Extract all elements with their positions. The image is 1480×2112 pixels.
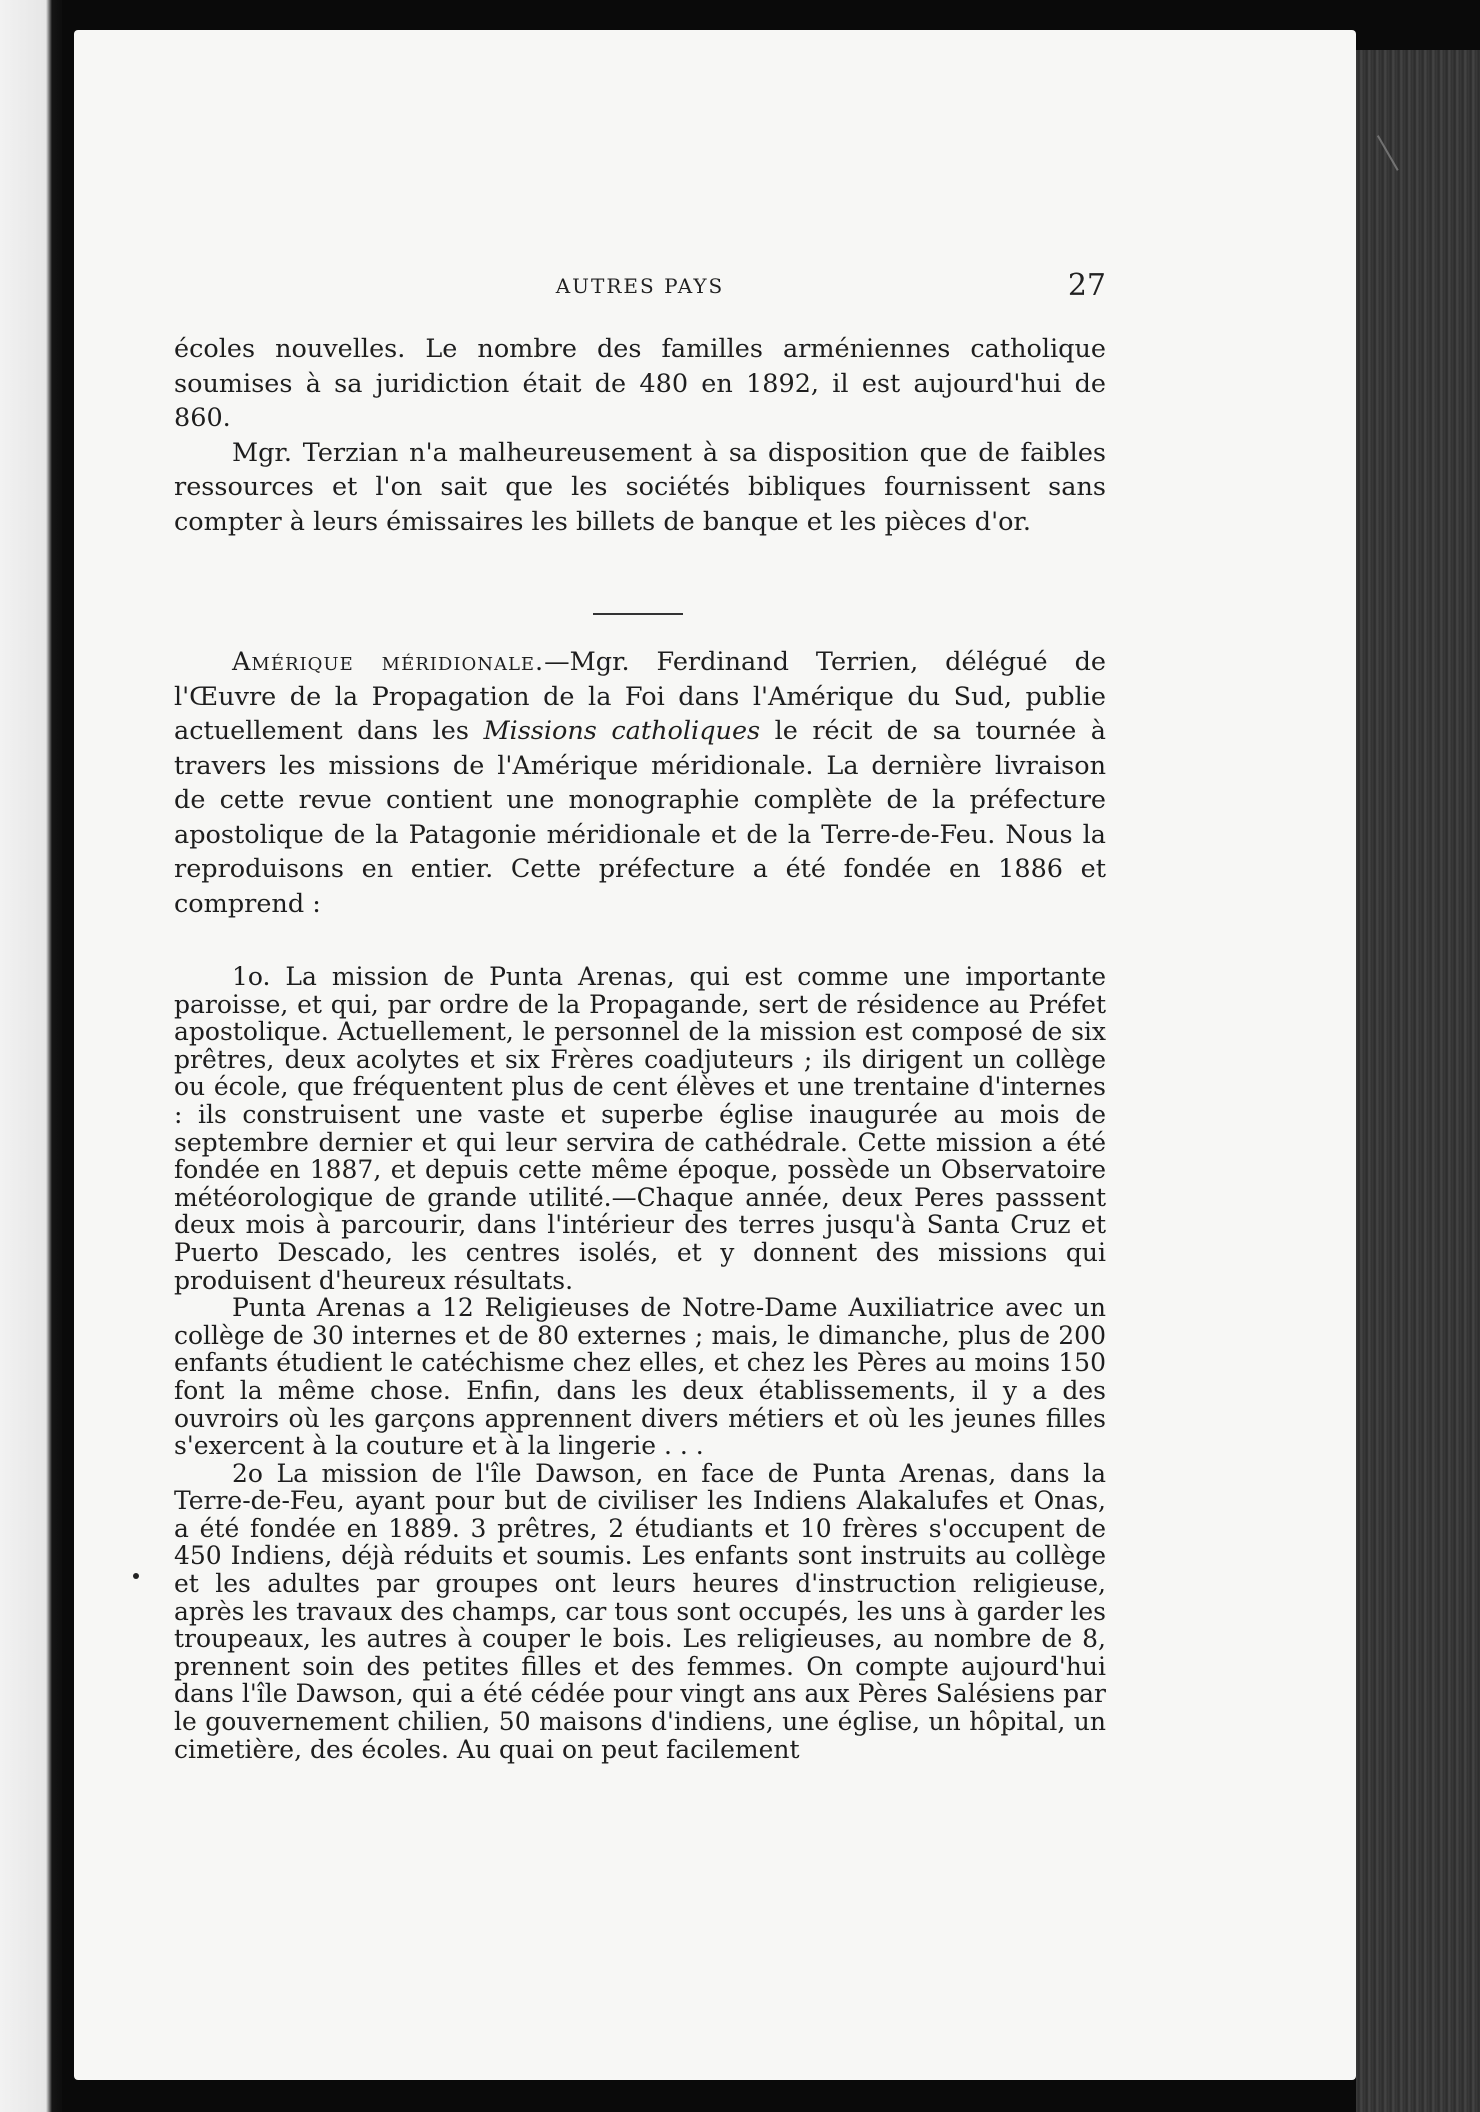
journal-title: Missions catholiques — [483, 716, 761, 746]
paragraph-3-text-b: le récit de sa tournée à travers les missions de l'Amérique méridionale. La dernière livraison de cette revue contient une monographie complète de la préfecture apostolique de la Patagonie méridionale et de la Terre-de-Feu. Nous la reproduisons en entier. Cette préfecture a été fondée en 1886 et comprend : — [174, 716, 1106, 919]
paragraph-3 — [174, 645, 1106, 921]
book-page-stack — [1356, 50, 1480, 2112]
page-number: 27 — [1067, 268, 1106, 303]
paragraph-3-text-a: —Mgr. Ferdinand Terrien, délégué de l'Œuvre de la Propagation de la Foi dans l'Amérique du Sud, publie actuellement dans les — [174, 647, 1106, 746]
mission-list — [174, 963, 1106, 1763]
running-title: AUTRES PAYS — [555, 274, 725, 298]
paragraph-1: écoles nouvelles. Le nombre des familles arméniennes catholique soumises à sa juridiction était de 480 en 1892, il est aujourd'hui de 860. — [174, 334, 1106, 433]
paragraph-4: 1o. La mission de Punta Arenas, qui est comme une importante paroisse, et qui, par ordre de la Propagande, sert de résidence au Préfet apostolique. Actuellement, le personnel de la mission est composé de six prêtres, deux acolytes et six Frères coadjuteurs ; ils dirigent un collège ou école, que fréquentent plus de cent élèves et une trentaine d'internes : ils construisent une vaste et superbe église inaugurée au mois de septembre dernier et qui leur servira de cathédrale. Cette mission a été fondée en 1887, et depuis cette même époque, possède un Observatoire météorologique de grande utilité.—Chaque année, deux Peres passsent deux mois à parcourir, dans l'intérieur des terres jusqu'à Santa Cruz et Puerto Descado, les centres isolés, et y donnent des missions qui produisent d'heureux résultats. — [174, 962, 1106, 1295]
running-header — [174, 268, 1106, 308]
paragraph-continued — [174, 332, 1106, 539]
section-separator — [593, 613, 683, 615]
section-amerique — [174, 645, 1106, 921]
adjacent-page-edge — [0, 0, 62, 2112]
paragraph-6: 2o La mission de l'île Dawson, en face de Punta Arenas, dans la Terre-de-Feu, ayant pour but de civiliser les Indiens Alakalufes et Onas, a été fondée en 1889. 3 prêtres, 2 étudiants et 10 frères s'occupent de 450 Indiens, déjà réduits et soumis. Les enfants sont instruits au collège et les adultes par groupes ont leurs heures d'instruction religieuse, après les travaux des champs, car tous sont occupés, les uns à garder les troupeaux, les autres à couper le bois. Les religieuses, au nombre de 8, prennent soin des petites filles et des femmes. On compte aujourd'hui dans l'île Dawson, qui a été cédée pour vingt ans aux Pères Salésiens par le gouvernement chilien, 50 maisons d'indiens, une église, un hôpital, un cimetière, des écoles. Au quai on peut facilement — [174, 1458, 1106, 1764]
paragraph-2: Mgr. Terzian n'a malheureusement à sa disposition que de faibles ressources et l'on sait que les sociétés bibliques fournissent sans compter à leurs émissaires les billets de banque et les pièces d'or. — [174, 437, 1106, 537]
section-heading: Amérique méridionale. — [232, 647, 545, 677]
margin-mark — [133, 1573, 139, 1579]
paragraph-5: Punta Arenas a 12 Religieuses de Notre-Dame Auxiliatrice avec un collège de 30 internes et de 80 externes ; mais, le dimanche, plus de 200 enfants étudient le catéchisme chez elles, et chez les Pères au moins 150 font la même chose. Enfin, dans les deux établissements, il y a des ouvroirs où les garçons apprennent divers métiers et où les jeunes filles s'exercent à la couture et à la lingerie . . . — [174, 1293, 1106, 1461]
